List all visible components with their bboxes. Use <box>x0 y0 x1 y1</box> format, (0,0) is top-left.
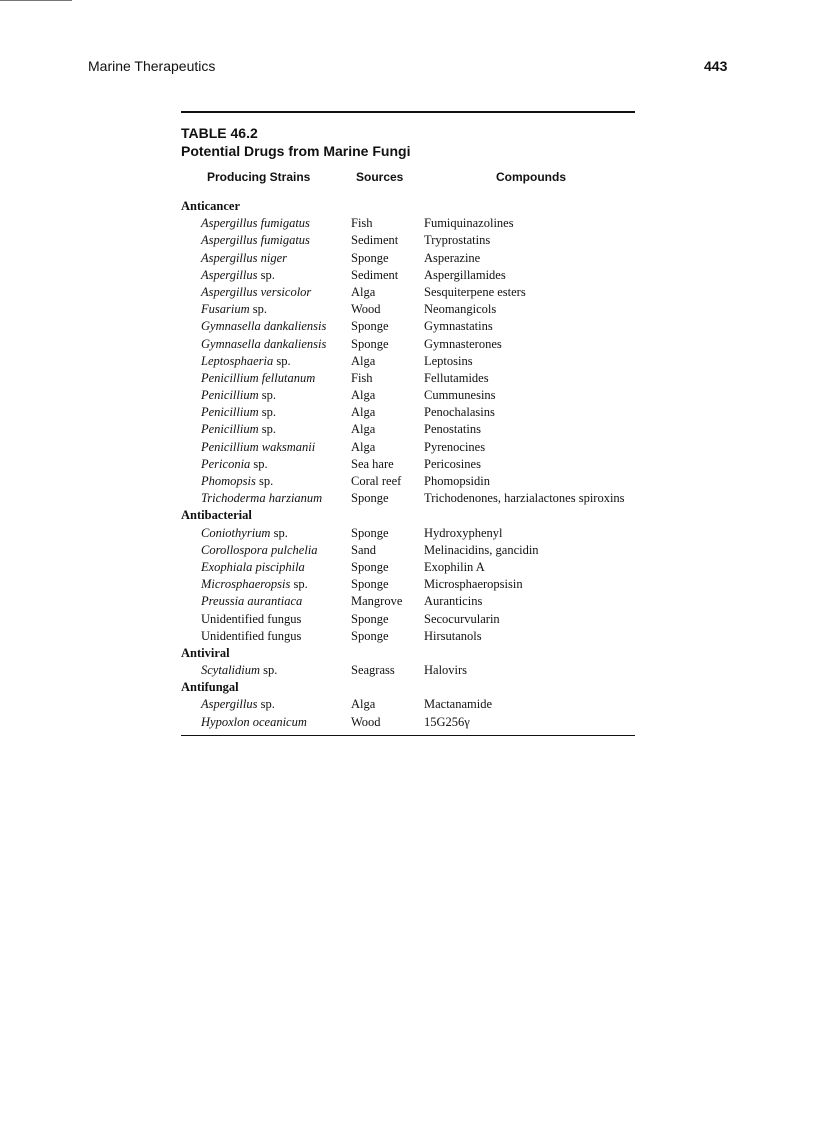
strain-cell <box>201 662 277 679</box>
group-heading: Antiviral <box>181 645 230 660</box>
source-cell: Sponge <box>351 559 389 574</box>
strain-name: Aspergillus niger <box>201 250 287 265</box>
compound-cell: Fellutamides <box>424 370 489 385</box>
compound-cell: 15G256γ <box>424 714 470 729</box>
table-row <box>181 404 635 421</box>
strain-cell <box>201 439 315 456</box>
table-row <box>181 559 635 576</box>
strain-name: Gymnasella dankaliensis <box>201 336 327 351</box>
strain-cell <box>201 284 311 301</box>
strain-name: Leptosphaeria <box>201 353 274 368</box>
table-row <box>181 662 635 679</box>
source-cell: Sediment <box>351 233 399 248</box>
strain-cell <box>201 628 301 645</box>
table-row <box>181 370 635 387</box>
strain-cell <box>201 576 308 593</box>
strain-cell <box>201 250 287 267</box>
strain-cell <box>201 370 315 387</box>
strain-cell <box>201 542 318 559</box>
table-caption: Potential Drugs from Marine Fungi <box>181 143 411 159</box>
table-row <box>181 215 635 232</box>
compound-cell: Asperazine <box>424 250 481 265</box>
strain-cell <box>201 490 322 507</box>
strain-name: Phomopsis <box>201 474 256 488</box>
strain-name: Microsphaeropsis <box>201 577 291 592</box>
strain-cell <box>201 456 268 473</box>
table-row <box>181 714 635 731</box>
source-cell: Sponge <box>351 336 389 351</box>
strain-cell <box>201 336 326 353</box>
strain-cell <box>201 232 310 249</box>
compound-cell: Penostatins <box>424 422 481 437</box>
strain-name: Gymnasella dankaliensis <box>201 319 327 334</box>
table-row <box>181 490 635 507</box>
source-cell: Sediment <box>351 267 399 282</box>
strain-name: Penicillium <box>201 422 259 437</box>
compound-cell: Hirsutanols <box>424 628 482 643</box>
strain-name: Aspergillus <box>201 697 258 712</box>
source-cell: Sponge <box>351 611 389 626</box>
strain-cell <box>201 473 273 490</box>
strain-cell <box>201 421 276 438</box>
strain-suffix: sp. <box>250 456 268 471</box>
compound-cell: Halovirs <box>424 663 468 678</box>
running-head: Marine Therapeutics <box>88 58 216 74</box>
strain-name: Penicillium waksmanii <box>201 439 316 454</box>
column-header-compounds: Compounds <box>496 170 566 184</box>
table-row <box>181 301 635 318</box>
compound-cell: Sesquiterpene esters <box>424 284 526 299</box>
compound-cell: Fumiquinazolines <box>424 216 514 231</box>
strain-cell <box>201 611 301 628</box>
strain-cell <box>201 559 305 576</box>
table-row <box>181 232 635 249</box>
strain-name: Unidentified fungus <box>201 628 302 643</box>
strain-cell <box>201 318 326 335</box>
source-cell: Coral reef <box>351 474 402 488</box>
strain-cell <box>201 267 275 284</box>
table-row <box>181 542 635 559</box>
strain-cell <box>201 714 307 731</box>
strain-name: Aspergillus fumigatus <box>201 233 310 248</box>
strain-cell <box>201 525 288 542</box>
strain-suffix: sp. <box>258 405 276 420</box>
strain-cell <box>201 696 275 713</box>
compound-cell: Gymnastatins <box>424 319 493 334</box>
compound-cell: Cummunesins <box>424 388 496 403</box>
compound-cell: Hydroxyphenyl <box>424 525 503 540</box>
strain-suffix: sp. <box>257 267 275 282</box>
strain-cell <box>201 387 276 404</box>
source-cell: Sponge <box>351 525 389 540</box>
table-46-2 <box>181 111 635 736</box>
source-cell: Alga <box>351 697 376 712</box>
column-header-row <box>181 168 635 186</box>
strain-name: Fusarium <box>201 302 250 317</box>
strain-cell <box>201 301 267 318</box>
compound-cell: Trichodenones, harzialactones spiroxins <box>424 491 625 506</box>
source-cell: Fish <box>351 370 373 385</box>
strain-name: Aspergillus fumigatus <box>201 216 310 231</box>
table-body <box>181 198 635 731</box>
compound-cell: Microsphaeropsisin <box>424 577 523 592</box>
table-row <box>181 696 635 713</box>
strain-cell <box>201 215 310 232</box>
source-cell: Alga <box>351 405 376 420</box>
table-row <box>181 267 635 284</box>
compound-cell: Secocurvularin <box>424 611 500 626</box>
strain-name: Penicillium <box>201 405 259 420</box>
strain-cell <box>201 593 302 610</box>
corner-crop-mark <box>0 0 72 1</box>
table-bottom-rule <box>181 735 635 737</box>
table-row <box>181 336 635 353</box>
strain-name: Aspergillus versicolor <box>201 284 312 299</box>
strain-suffix: sp. <box>258 422 276 437</box>
table-row <box>181 387 635 404</box>
strain-name: Exophiala pisciphila <box>201 559 305 574</box>
compound-cell: Aspergillamides <box>424 267 506 282</box>
table-row <box>181 318 635 335</box>
source-cell: Sponge <box>351 628 389 643</box>
table-row <box>181 525 635 542</box>
table-row <box>181 628 635 645</box>
compound-cell: Melinacidins, gancidin <box>424 542 539 557</box>
source-cell: Sponge <box>351 577 389 592</box>
strain-suffix: sp. <box>260 663 278 678</box>
strain-suffix: sp. <box>257 697 275 712</box>
compound-cell: Auranticins <box>424 594 483 609</box>
strain-cell <box>201 404 276 421</box>
source-cell: Mangrove <box>351 594 403 609</box>
source-cell: Alga <box>351 388 376 403</box>
strain-name: Preussia aurantiaca <box>201 594 303 609</box>
source-cell: Sea hare <box>351 456 394 471</box>
source-cell: Alga <box>351 422 376 437</box>
table-top-rule <box>181 111 635 113</box>
strain-suffix: sp. <box>290 577 308 592</box>
strain-suffix: sp. <box>270 525 288 540</box>
source-cell: Alga <box>351 284 376 299</box>
strain-name: Unidentified fungus <box>201 611 302 626</box>
group-heading: Antibacterial <box>181 508 252 523</box>
strain-name: Corollospora pulchelia <box>201 542 318 557</box>
compound-cell: Pericosines <box>424 456 481 471</box>
group-heading: Antifungal <box>181 680 239 695</box>
table-row <box>181 439 635 456</box>
source-cell: Sponge <box>351 250 389 265</box>
strain-name: Penicillium <box>201 388 259 403</box>
page-number: 443 <box>704 58 728 74</box>
table-row <box>181 611 635 628</box>
column-header-sources: Sources <box>356 170 404 184</box>
source-cell: Alga <box>351 439 376 454</box>
source-cell: Wood <box>351 302 381 317</box>
strain-name: Trichoderma harzianum <box>201 491 323 506</box>
source-cell: Sand <box>351 542 376 557</box>
table-row <box>181 421 635 438</box>
table-row <box>181 250 635 267</box>
strain-suffix: sp. <box>255 474 274 488</box>
compound-cell: Leptosins <box>424 353 473 368</box>
table-row <box>181 353 635 370</box>
strain-suffix: sp. <box>258 388 276 403</box>
compound-cell: Neomangicols <box>424 302 497 317</box>
strain-name: Hypoxlon oceanicum <box>201 714 307 729</box>
strain-cell <box>201 353 291 370</box>
compound-cell: Mactanamide <box>424 697 493 712</box>
table-row <box>181 473 635 490</box>
source-cell: Seagrass <box>351 663 395 678</box>
strain-suffix: sp. <box>273 353 291 368</box>
column-header-strains: Producing Strains <box>207 170 311 184</box>
compound-cell: Pyrenocines <box>424 439 486 454</box>
table-row <box>181 593 635 610</box>
table-row <box>181 284 635 301</box>
source-cell: Alga <box>351 353 376 368</box>
source-cell: Sponge <box>351 319 389 334</box>
group-heading: Anticancer <box>181 199 241 213</box>
source-cell: Sponge <box>351 491 389 506</box>
table-label: TABLE 46.2 <box>181 125 258 141</box>
source-cell: Fish <box>351 216 373 231</box>
source-cell: Wood <box>351 714 381 729</box>
compound-cell: Phomopsidin <box>424 474 490 488</box>
strain-suffix: sp. <box>249 302 267 317</box>
table-row <box>181 456 635 473</box>
strain-name: Scytalidium <box>201 663 261 678</box>
strain-name: Coniothyrium <box>201 525 271 540</box>
strain-name: Periconia <box>201 456 251 471</box>
compound-cell: Exophilin A <box>424 559 485 574</box>
strain-name: Penicillium fellutanum <box>201 370 316 385</box>
table-row <box>181 576 635 593</box>
compound-cell: Gymnasterones <box>424 336 502 351</box>
compound-cell: Tryprostatins <box>424 233 491 248</box>
strain-name: Aspergillus <box>201 267 258 282</box>
compound-cell: Penochalasins <box>424 405 495 420</box>
